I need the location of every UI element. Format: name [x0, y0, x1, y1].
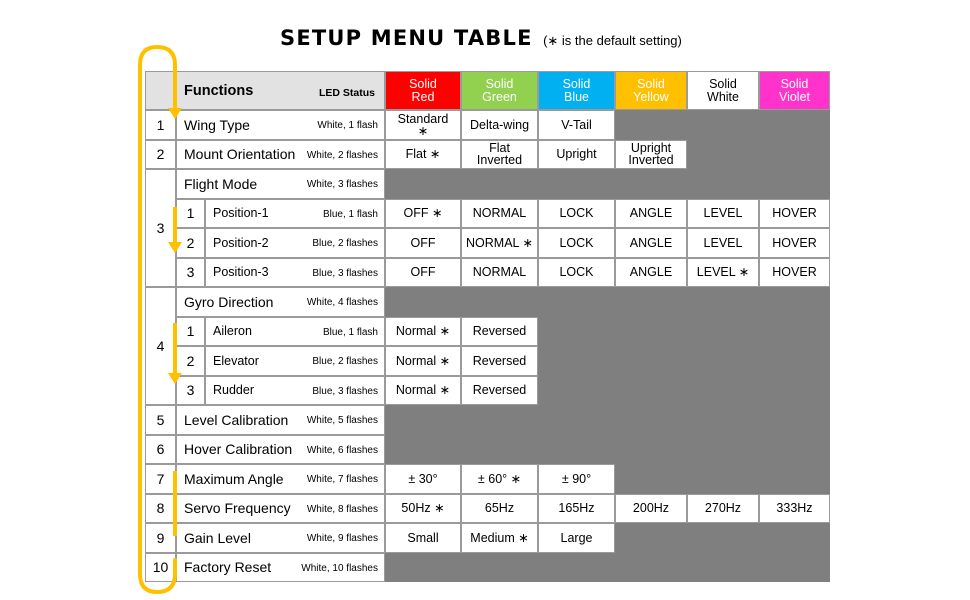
- sub-led-status-3-2: Blue, 2 flashes: [312, 238, 378, 249]
- sub-number-4-1: [176, 317, 205, 347]
- row-number-1: [145, 110, 176, 140]
- option-4-2-1[interactable]: [385, 346, 461, 376]
- sub-number-4-2: [176, 346, 205, 376]
- function-4: [176, 287, 385, 317]
- option-3-2-6[interactable]: [759, 228, 830, 258]
- row-number-5: [145, 405, 176, 435]
- title-text: SETUP MENU TABLE: [280, 26, 533, 50]
- option-4-2-2[interactable]: [461, 346, 538, 376]
- sub-number-3-2: [176, 228, 205, 258]
- option-3-3-6[interactable]: [759, 258, 830, 288]
- option-7-1[interactable]: [385, 464, 461, 494]
- option-1-3[interactable]: [538, 110, 615, 140]
- led-status-7: White, 7 flashes: [306, 474, 378, 485]
- sub-led-status-3-3: Blue, 3 flashes: [312, 267, 378, 279]
- default-note: (∗ is the default setting): [543, 33, 682, 48]
- option-3-3-1-text: OFF: [410, 265, 436, 280]
- row-number-5-text: 5: [156, 411, 165, 428]
- option-8-4[interactable]: [615, 494, 687, 524]
- sub-led-status-4-3: Blue, 3 flashes: [312, 385, 378, 397]
- option-1-2[interactable]: [461, 110, 538, 140]
- sub-led-status-4-2: Blue, 2 flashes: [312, 356, 378, 367]
- option-1-2-text: Delta-wing: [469, 117, 530, 132]
- function-10-text: Factory Reset: [184, 559, 272, 576]
- option-3-3-1[interactable]: [385, 258, 461, 288]
- row-number-3: [145, 169, 176, 287]
- option-8-4-text: 200Hz: [632, 501, 670, 516]
- option-4-1-1-text: Normal ∗: [395, 324, 451, 339]
- function-1-text: Wing Type: [184, 116, 250, 133]
- option-2-4[interactable]: [615, 140, 687, 170]
- option-2-3[interactable]: [538, 140, 615, 170]
- row-number-7-text: 7: [156, 470, 165, 487]
- header-column-1-text: Solid Red: [409, 76, 437, 104]
- option-8-5-text: 270Hz: [704, 501, 742, 516]
- option-7-3-text: ± 90°: [561, 471, 592, 486]
- option-8-6-text: 333Hz: [776, 501, 813, 516]
- led-status-3: White, 3 flashes: [306, 179, 378, 190]
- option-2-2[interactable]: [461, 140, 538, 170]
- option-3-2-1[interactable]: [385, 228, 461, 258]
- option-3-1-6[interactable]: [759, 199, 830, 229]
- function-10: [176, 553, 385, 583]
- option-7-3[interactable]: [538, 464, 615, 494]
- option-9-3-text: Large: [560, 530, 593, 545]
- function-5-text: Level Calibration: [184, 411, 289, 428]
- option-3-3-6-text: HOVER: [772, 265, 817, 280]
- row-number-6-text: 6: [156, 441, 165, 458]
- header-functions-cell: [145, 71, 385, 110]
- option-9-2[interactable]: [461, 523, 538, 553]
- sub-function-4-3-text: Rudder: [213, 383, 254, 398]
- row-number-4: [145, 287, 176, 405]
- option-9-1-text: Small: [407, 530, 439, 545]
- sub-function-3-1-text: Position-1: [213, 206, 269, 221]
- header-column-5: [687, 71, 759, 110]
- option-3-2-4-text: ANGLE: [629, 235, 673, 250]
- sub-led-status-3-1: Blue, 1 flash: [322, 208, 378, 220]
- option-3-3-5[interactable]: [687, 258, 759, 288]
- option-1-1-text: Standard ∗: [397, 111, 449, 138]
- header-column-4-text: Solid Yellow: [633, 76, 669, 104]
- header-column-3-text: Solid Blue: [562, 76, 591, 104]
- sub-function-3-2: [205, 228, 385, 258]
- option-3-1-3-text: LOCK: [559, 206, 594, 221]
- header-column-6: [759, 71, 830, 110]
- option-3-2-6-text: HOVER: [772, 235, 817, 250]
- option-8-1[interactable]: [385, 494, 461, 524]
- sub-function-4-2-text: Elevator: [213, 353, 259, 368]
- led-status-10: White, 10 flashes: [301, 562, 378, 574]
- function-8-text: Servo Frequency: [184, 500, 291, 517]
- option-3-2-4[interactable]: [615, 228, 687, 258]
- option-3-1-4-text: ANGLE: [629, 206, 673, 221]
- sub-number-4-1-text: 1: [186, 323, 195, 340]
- option-3-1-2[interactable]: [461, 199, 538, 229]
- row-number-3-text: 3: [156, 220, 165, 236]
- option-4-1-1[interactable]: [385, 317, 461, 347]
- option-2-1-text: Flat ∗: [405, 147, 441, 162]
- function-2: [176, 140, 385, 170]
- option-4-2-2-text: Reversed: [472, 353, 527, 368]
- function-6: [176, 435, 385, 465]
- option-7-2[interactable]: [461, 464, 538, 494]
- option-4-3-1-text: Normal ∗: [395, 383, 451, 398]
- header-column-4: [615, 71, 687, 110]
- option-3-1-6-text: HOVER: [772, 206, 817, 221]
- function-5: [176, 405, 385, 435]
- option-3-1-1[interactable]: [385, 199, 461, 229]
- function-3: [176, 169, 385, 199]
- header-led-status-label: LED Status: [319, 87, 376, 99]
- option-8-1-text: 50Hz ∗: [401, 501, 445, 516]
- option-4-1-2[interactable]: [461, 317, 538, 347]
- row-number-9: [145, 523, 176, 553]
- function-6-text: Hover Calibration: [184, 441, 293, 458]
- row-number-1-text: 1: [156, 116, 165, 133]
- sub-function-3-3-text: Position-3: [213, 265, 269, 280]
- option-8-2[interactable]: [461, 494, 538, 524]
- sub-number-3-3: [176, 258, 205, 288]
- option-2-2-text: Flat Inverted: [476, 141, 523, 168]
- row-number-2-text: 2: [156, 146, 165, 163]
- option-7-2-text: ± 60° ∗: [477, 471, 522, 486]
- header-column-6-text: Solid Violet: [778, 76, 811, 104]
- function-3-text: Flight Mode: [184, 175, 258, 192]
- option-3-3-2[interactable]: [461, 258, 538, 288]
- led-status-1: White, 1 flash: [317, 120, 378, 131]
- led-status-2: White, 2 flashes: [306, 149, 378, 161]
- option-7-1-text: ± 30°: [408, 471, 438, 486]
- sub-number-3-1-text: 1: [186, 205, 195, 222]
- option-2-1[interactable]: [385, 140, 461, 170]
- option-3-1-5[interactable]: [687, 199, 759, 229]
- option-4-1-2-text: Reversed: [472, 324, 527, 339]
- function-8: [176, 494, 385, 524]
- option-3-3-2-text: NORMAL: [472, 265, 527, 280]
- option-2-3-text: Upright: [556, 147, 597, 162]
- option-3-3-3[interactable]: [538, 258, 615, 288]
- row-number-9-text: 9: [156, 529, 165, 546]
- option-8-6[interactable]: [759, 494, 830, 524]
- option-3-1-5-text: LEVEL: [703, 206, 743, 221]
- sub-number-3-3-text: 3: [186, 264, 195, 281]
- sub-number-3-2-text: 2: [186, 234, 195, 251]
- option-8-5[interactable]: [687, 494, 759, 524]
- sub-function-3-2-text: Position-2: [213, 235, 269, 250]
- header-column-1: [385, 71, 461, 110]
- sub-number-4-3-text: 3: [186, 382, 195, 399]
- option-3-1-4[interactable]: [615, 199, 687, 229]
- option-4-2-1-text: Normal ∗: [395, 353, 451, 368]
- led-status-5: White, 5 flashes: [306, 415, 378, 426]
- led-status-6: White, 6 flashes: [306, 444, 378, 456]
- option-4-3-2[interactable]: [461, 376, 538, 406]
- sub-function-4-3: [205, 376, 385, 406]
- option-9-3[interactable]: [538, 523, 615, 553]
- sub-led-status-4-1: Blue, 1 flash: [322, 326, 378, 338]
- sub-function-4-1-text: Aileron: [213, 324, 252, 339]
- option-8-3[interactable]: [538, 494, 615, 524]
- led-status-8: White, 8 flashes: [306, 503, 378, 515]
- header-functions-label: Functions: [184, 83, 254, 99]
- sub-number-4-3: [176, 376, 205, 406]
- function-9-text: Gain Level: [184, 529, 251, 546]
- option-3-2-3[interactable]: [538, 228, 615, 258]
- function-4-text: Gyro Direction: [184, 293, 274, 310]
- option-3-3-4[interactable]: [615, 258, 687, 288]
- sub-function-3-1: [205, 199, 385, 229]
- option-2-4-text: Upright Inverted: [628, 141, 674, 168]
- led-status-9: White, 9 flashes: [306, 533, 378, 544]
- option-3-2-1-text: OFF: [410, 235, 436, 250]
- header-column-2-text: Solid Green: [482, 76, 517, 104]
- option-3-2-2-text: NORMAL ∗: [466, 235, 533, 250]
- function-2-text: Mount Orientation: [184, 146, 296, 163]
- option-3-3-5-text: LEVEL ∗: [696, 265, 750, 280]
- row-number-10-text: 10: [152, 559, 169, 576]
- header-column-3: [538, 71, 615, 110]
- function-9: [176, 523, 385, 553]
- row-number-10: [145, 553, 176, 583]
- function-7: [176, 464, 385, 494]
- option-9-2-text: Medium ∗: [470, 530, 529, 545]
- option-3-2-5-text: LEVEL: [703, 235, 743, 250]
- option-4-3-2-text: Reversed: [472, 383, 527, 398]
- led-status-4: White, 4 flashes: [306, 297, 378, 308]
- sub-number-3-1: [176, 199, 205, 229]
- row-number-7: [145, 464, 176, 494]
- sub-function-3-3: [205, 258, 385, 288]
- option-3-2-3-text: LOCK: [559, 235, 594, 250]
- sub-function-4-1: [205, 317, 385, 347]
- option-3-2-5[interactable]: [687, 228, 759, 258]
- option-4-3-1[interactable]: [385, 376, 461, 406]
- option-3-1-2-text: NORMAL: [472, 206, 527, 221]
- sub-function-4-2: [205, 346, 385, 376]
- option-8-2-text: 65Hz: [484, 501, 515, 516]
- option-3-2-2[interactable]: [461, 228, 538, 258]
- row-number-4-text: 4: [156, 338, 165, 354]
- function-7-text: Maximum Angle: [184, 470, 284, 487]
- option-8-3-text: 165Hz: [558, 501, 595, 516]
- row-number-8: [145, 494, 176, 524]
- row-number-6: [145, 435, 176, 465]
- option-1-3-text: V-Tail: [561, 117, 592, 132]
- option-3-3-3-text: LOCK: [559, 265, 594, 280]
- header-column-5-text: Solid White: [707, 76, 739, 104]
- option-9-1[interactable]: [385, 523, 461, 553]
- option-3-1-1-text: OFF ∗: [403, 206, 443, 221]
- sub-number-4-2-text: 2: [186, 352, 195, 369]
- row-number-8-text: 8: [156, 500, 165, 517]
- option-3-1-3[interactable]: [538, 199, 615, 229]
- option-1-1[interactable]: [385, 110, 461, 140]
- option-3-3-4-text: ANGLE: [629, 265, 673, 280]
- header-column-2: [461, 71, 538, 110]
- row-number-2: [145, 140, 176, 170]
- function-1: [176, 110, 385, 140]
